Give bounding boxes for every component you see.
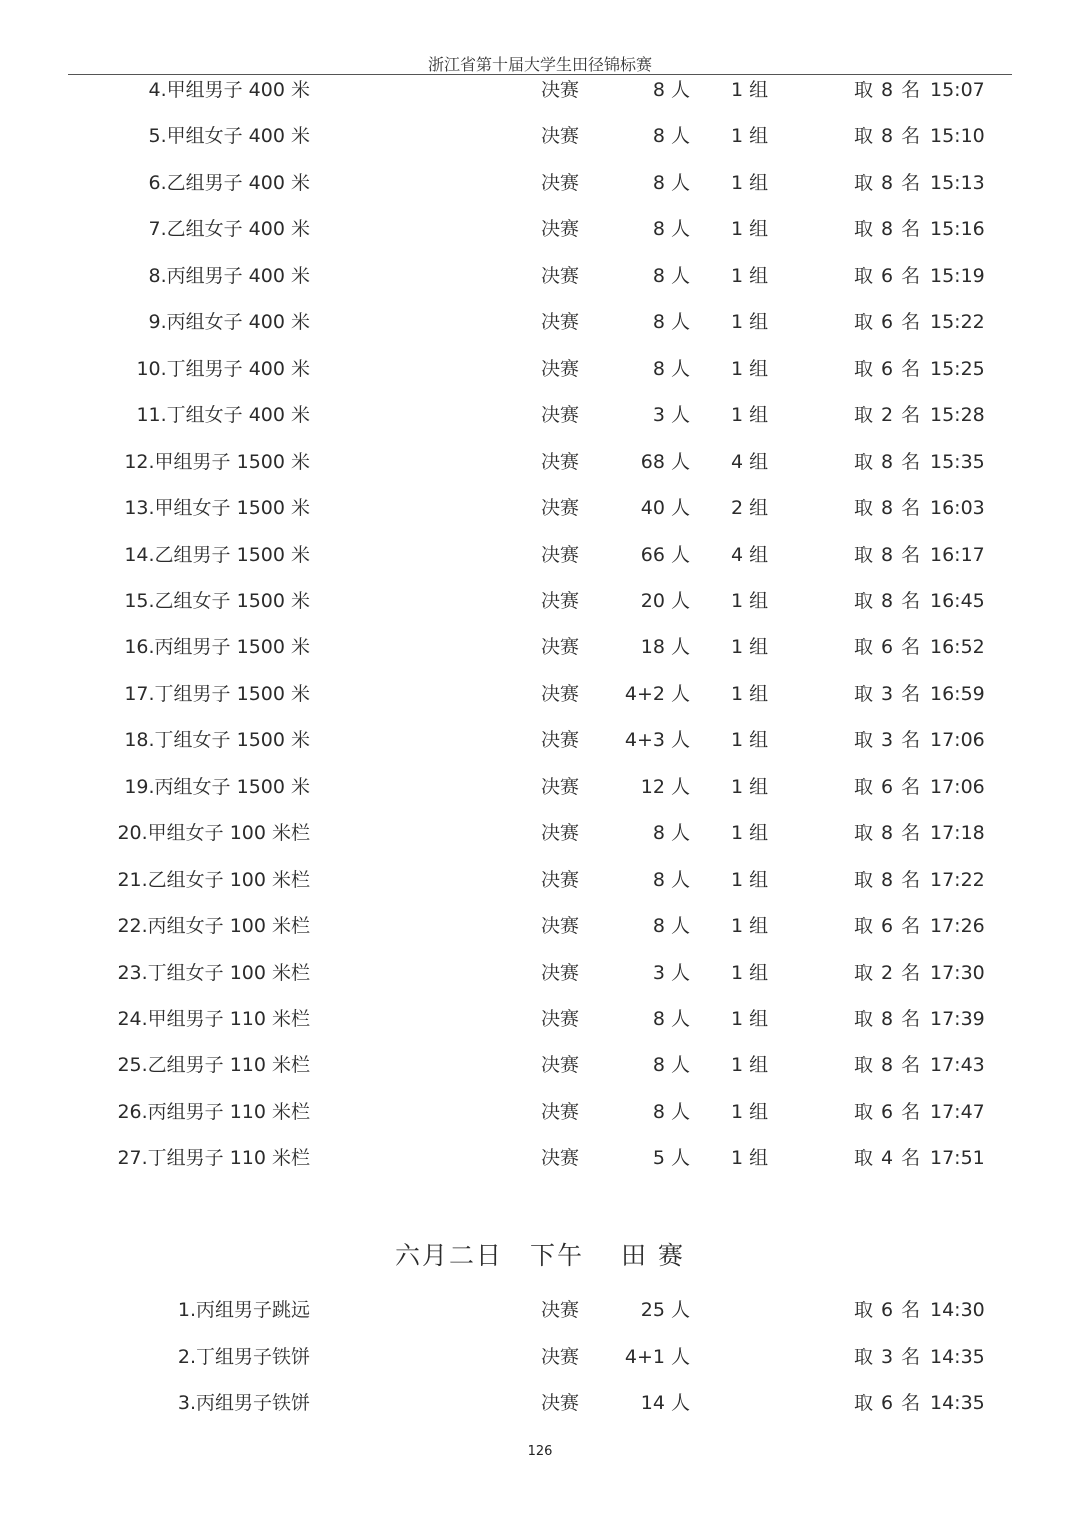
start-time: 17:06: [930, 775, 985, 798]
start-time: 17:18: [930, 822, 985, 845]
start-time: 17:47: [930, 1100, 985, 1123]
table-row: [0, 214, 1080, 244]
stage-label: 决赛: [541, 636, 580, 659]
table-row: [0, 400, 1080, 430]
start-time: 17:30: [930, 961, 985, 984]
qualify-count: 取 8 名: [854, 79, 922, 101]
stage-label: 决赛: [541, 822, 580, 845]
stage-label: 决赛: [541, 357, 580, 380]
event-name: 6.乙组男子 400 米: [148, 171, 310, 194]
stage-label: 决赛: [541, 1345, 580, 1368]
entrant-count: 4+1 人: [624, 1345, 690, 1368]
table-row: [0, 911, 1080, 941]
entrant-count: 5 人: [652, 1147, 690, 1170]
entrant-count: 8 人: [652, 125, 690, 148]
qualify-count: 取 8 名: [854, 822, 922, 845]
table-row: [0, 586, 1080, 616]
heat-count: 1 组: [731, 1054, 769, 1077]
page-header-title: 浙江省第十届大学生田径锦标赛: [427, 55, 652, 74]
start-time: 16:03: [930, 497, 985, 520]
stage-label: 决赛: [541, 497, 580, 520]
start-time: 15:25: [930, 357, 985, 380]
table-row: [0, 818, 1080, 848]
entrant-count: 8 人: [652, 79, 690, 101]
heat-count: 1 组: [731, 868, 769, 891]
qualify-count: 取 3 名: [854, 1345, 922, 1368]
entrant-count: 8 人: [652, 822, 690, 845]
heat-count: 4 组: [731, 450, 769, 473]
qualify-count: 取 8 名: [854, 171, 922, 194]
entrant-count: 8 人: [652, 171, 690, 194]
event-name: 12.甲组男子 1500 米: [124, 450, 310, 473]
qualify-count: 取 8 名: [854, 1054, 922, 1077]
start-time: 17:06: [930, 729, 985, 752]
event-name: 7.乙组女子 400 米: [148, 218, 310, 241]
qualify-count: 取 3 名: [854, 729, 922, 752]
qualify-count: 取 8 名: [854, 450, 922, 473]
table-row: [0, 772, 1080, 802]
start-time: 16:17: [930, 543, 985, 566]
heat-count: 2 组: [731, 497, 769, 520]
table-row: [0, 1342, 1080, 1372]
event-name: 20.甲组女子 100 米栏: [117, 822, 310, 845]
event-name: 11.丁组女子 400 米: [136, 404, 310, 427]
entrant-count: 68 人: [640, 450, 690, 473]
stage-label: 决赛: [541, 682, 580, 705]
stage-label: 决赛: [541, 218, 580, 241]
start-time: 15:10: [930, 125, 985, 148]
start-time: 17:22: [930, 868, 985, 891]
heat-count: 1 组: [731, 1147, 769, 1170]
heat-count: 1 组: [731, 682, 769, 705]
stage-label: 决赛: [541, 1008, 580, 1030]
qualify-count: 取 3 名: [854, 682, 922, 705]
heat-count: 1 组: [731, 589, 769, 612]
table-row: [0, 1295, 1080, 1325]
stage-label: 决赛: [541, 543, 580, 566]
event-name: 3.丙组男子铁饼: [177, 1392, 310, 1414]
start-time: 17:39: [930, 1008, 985, 1030]
start-time: 17:51: [930, 1147, 985, 1170]
start-time: 14:35: [930, 1345, 985, 1368]
event-name: 2.丁组男子铁饼: [177, 1345, 310, 1368]
entrant-count: 8 人: [652, 1008, 690, 1030]
table-row: [0, 1004, 1080, 1034]
qualify-count: 取 6 名: [854, 636, 922, 659]
start-time: 15:22: [930, 311, 985, 334]
entrant-count: 20 人: [640, 589, 690, 612]
event-name: 16.丙组男子 1500 米: [124, 636, 310, 659]
start-time: 16:52: [930, 636, 985, 659]
entrant-count: 4+2 人: [624, 682, 690, 705]
table-row: [0, 865, 1080, 895]
qualify-count: 取 8 名: [854, 497, 922, 520]
table-row: [0, 354, 1080, 384]
entrant-count: 40 人: [640, 497, 690, 520]
stage-label: 决赛: [541, 1299, 580, 1321]
event-name: 18.丁组女子 1500 米: [124, 729, 310, 752]
qualify-count: 取 6 名: [854, 1392, 922, 1414]
page-number: 126: [527, 1444, 553, 1459]
event-name: 24.甲组男子 110 米栏: [117, 1008, 310, 1030]
qualify-count: 取 6 名: [854, 915, 922, 938]
event-name: 13.甲组女子 1500 米: [124, 497, 310, 520]
table-row: [0, 1050, 1080, 1080]
table-row: [0, 1143, 1080, 1173]
stage-label: 决赛: [541, 171, 580, 194]
stage-label: 决赛: [541, 729, 580, 752]
start-time: 15:07: [930, 79, 985, 101]
stage-label: 决赛: [541, 311, 580, 334]
table-row: [0, 121, 1080, 151]
table-row: [0, 725, 1080, 755]
entrant-count: 25 人: [640, 1299, 690, 1321]
qualify-count: 取 6 名: [854, 264, 922, 287]
stage-label: 决赛: [541, 1054, 580, 1077]
qualify-count: 取 8 名: [854, 125, 922, 148]
heat-count: 1 组: [731, 311, 769, 334]
event-name: 8.丙组男子 400 米: [148, 264, 310, 287]
event-name: 25.乙组男子 110 米栏: [117, 1054, 310, 1077]
table-row: [0, 632, 1080, 662]
start-time: 14:35: [930, 1392, 985, 1414]
heat-count: 1 组: [731, 125, 769, 148]
table-row: [0, 447, 1080, 477]
entrant-count: 8 人: [652, 1054, 690, 1077]
stage-label: 决赛: [541, 775, 580, 798]
section-heading: 六月二日 下午 田 赛: [395, 1241, 685, 1270]
table-row: [0, 540, 1080, 570]
entrant-count: 8 人: [652, 868, 690, 891]
event-name: 27.丁组男子 110 米栏: [117, 1147, 310, 1170]
start-time: 16:59: [930, 682, 985, 705]
table-row: [0, 958, 1080, 988]
stage-label: 决赛: [541, 1392, 580, 1414]
stage-label: 决赛: [541, 125, 580, 148]
event-name: 1.丙组男子跳远: [177, 1299, 310, 1321]
event-name: 9.丙组女子 400 米: [148, 311, 310, 334]
stage-label: 决赛: [541, 79, 580, 101]
stage-label: 决赛: [541, 589, 580, 612]
entrant-count: 8 人: [652, 357, 690, 380]
stage-label: 决赛: [541, 1147, 580, 1170]
qualify-count: 取 8 名: [854, 543, 922, 566]
event-name: 17.丁组男子 1500 米: [124, 682, 310, 705]
heat-count: 1 组: [731, 264, 769, 287]
table-row: [0, 1097, 1080, 1127]
qualify-count: 取 6 名: [854, 311, 922, 334]
table-row: [0, 679, 1080, 709]
start-time: 15:28: [930, 404, 985, 427]
entrant-count: 3 人: [652, 404, 690, 427]
event-name: 26.丙组男子 110 米栏: [117, 1100, 310, 1123]
heat-count: 1 组: [731, 1008, 769, 1030]
qualify-count: 取 4 名: [854, 1147, 922, 1170]
heat-count: 1 组: [731, 79, 769, 101]
heat-count: 1 组: [731, 822, 769, 845]
heat-count: 1 组: [731, 357, 769, 380]
entrant-count: 18 人: [640, 636, 690, 659]
qualify-count: 取 8 名: [854, 589, 922, 612]
heat-count: 1 组: [731, 218, 769, 241]
qualify-count: 取 8 名: [854, 1008, 922, 1030]
table-row: [0, 261, 1080, 291]
event-name: 23.丁组女子 100 米栏: [117, 961, 310, 984]
start-time: 15:16: [930, 218, 985, 241]
heat-count: 1 组: [731, 171, 769, 194]
heat-count: 1 组: [731, 636, 769, 659]
entrant-count: 8 人: [652, 264, 690, 287]
entrant-count: 8 人: [652, 1100, 690, 1123]
start-time: 17:26: [930, 915, 985, 938]
qualify-count: 取 6 名: [854, 775, 922, 798]
event-name: 5.甲组女子 400 米: [148, 125, 310, 148]
start-time: 16:45: [930, 589, 985, 612]
entrant-count: 4+3 人: [624, 729, 690, 752]
heat-count: 1 组: [731, 961, 769, 984]
event-name: 10.丁组男子 400 米: [136, 357, 310, 380]
event-name: 15.乙组女子 1500 米: [124, 589, 310, 612]
heat-count: 4 组: [731, 543, 769, 566]
start-time: 15:13: [930, 171, 985, 194]
table-row: [0, 168, 1080, 198]
entrant-count: 14 人: [640, 1392, 690, 1414]
table-row: [0, 493, 1080, 523]
qualify-count: 取 6 名: [854, 357, 922, 380]
start-time: 15:35: [930, 450, 985, 473]
event-name: 14.乙组男子 1500 米: [124, 543, 310, 566]
entrant-count: 12 人: [640, 775, 690, 798]
table-row: [0, 75, 1080, 105]
entrant-count: 8 人: [652, 311, 690, 334]
event-name: 19.丙组女子 1500 米: [124, 775, 310, 798]
table-row: [0, 1388, 1080, 1418]
stage-label: 决赛: [541, 1100, 580, 1123]
stage-label: 决赛: [541, 915, 580, 938]
entrant-count: 8 人: [652, 915, 690, 938]
start-time: 15:19: [930, 264, 985, 287]
event-name: 22.丙组女子 100 米栏: [117, 915, 310, 938]
stage-label: 决赛: [541, 961, 580, 984]
qualify-count: 取 6 名: [854, 1100, 922, 1123]
stage-label: 决赛: [541, 868, 580, 891]
heat-count: 1 组: [731, 775, 769, 798]
stage-label: 决赛: [541, 264, 580, 287]
start-time: 14:30: [930, 1299, 985, 1321]
qualify-count: 取 6 名: [854, 1299, 922, 1321]
event-name: 4.甲组男子 400 米: [148, 79, 310, 101]
table-row: [0, 307, 1080, 337]
qualify-count: 取 2 名: [854, 404, 922, 427]
entrant-count: 66 人: [640, 543, 690, 566]
qualify-count: 取 2 名: [854, 961, 922, 984]
heat-count: 1 组: [731, 729, 769, 752]
qualify-count: 取 8 名: [854, 218, 922, 241]
qualify-count: 取 8 名: [854, 868, 922, 891]
entrant-count: 8 人: [652, 218, 690, 241]
entrant-count: 3 人: [652, 961, 690, 984]
heat-count: 1 组: [731, 915, 769, 938]
event-name: 21.乙组女子 100 米栏: [117, 868, 310, 891]
heat-count: 1 组: [731, 1100, 769, 1123]
start-time: 17:43: [930, 1054, 985, 1077]
stage-label: 决赛: [541, 404, 580, 427]
heat-count: 1 组: [731, 404, 769, 427]
stage-label: 决赛: [541, 450, 580, 473]
